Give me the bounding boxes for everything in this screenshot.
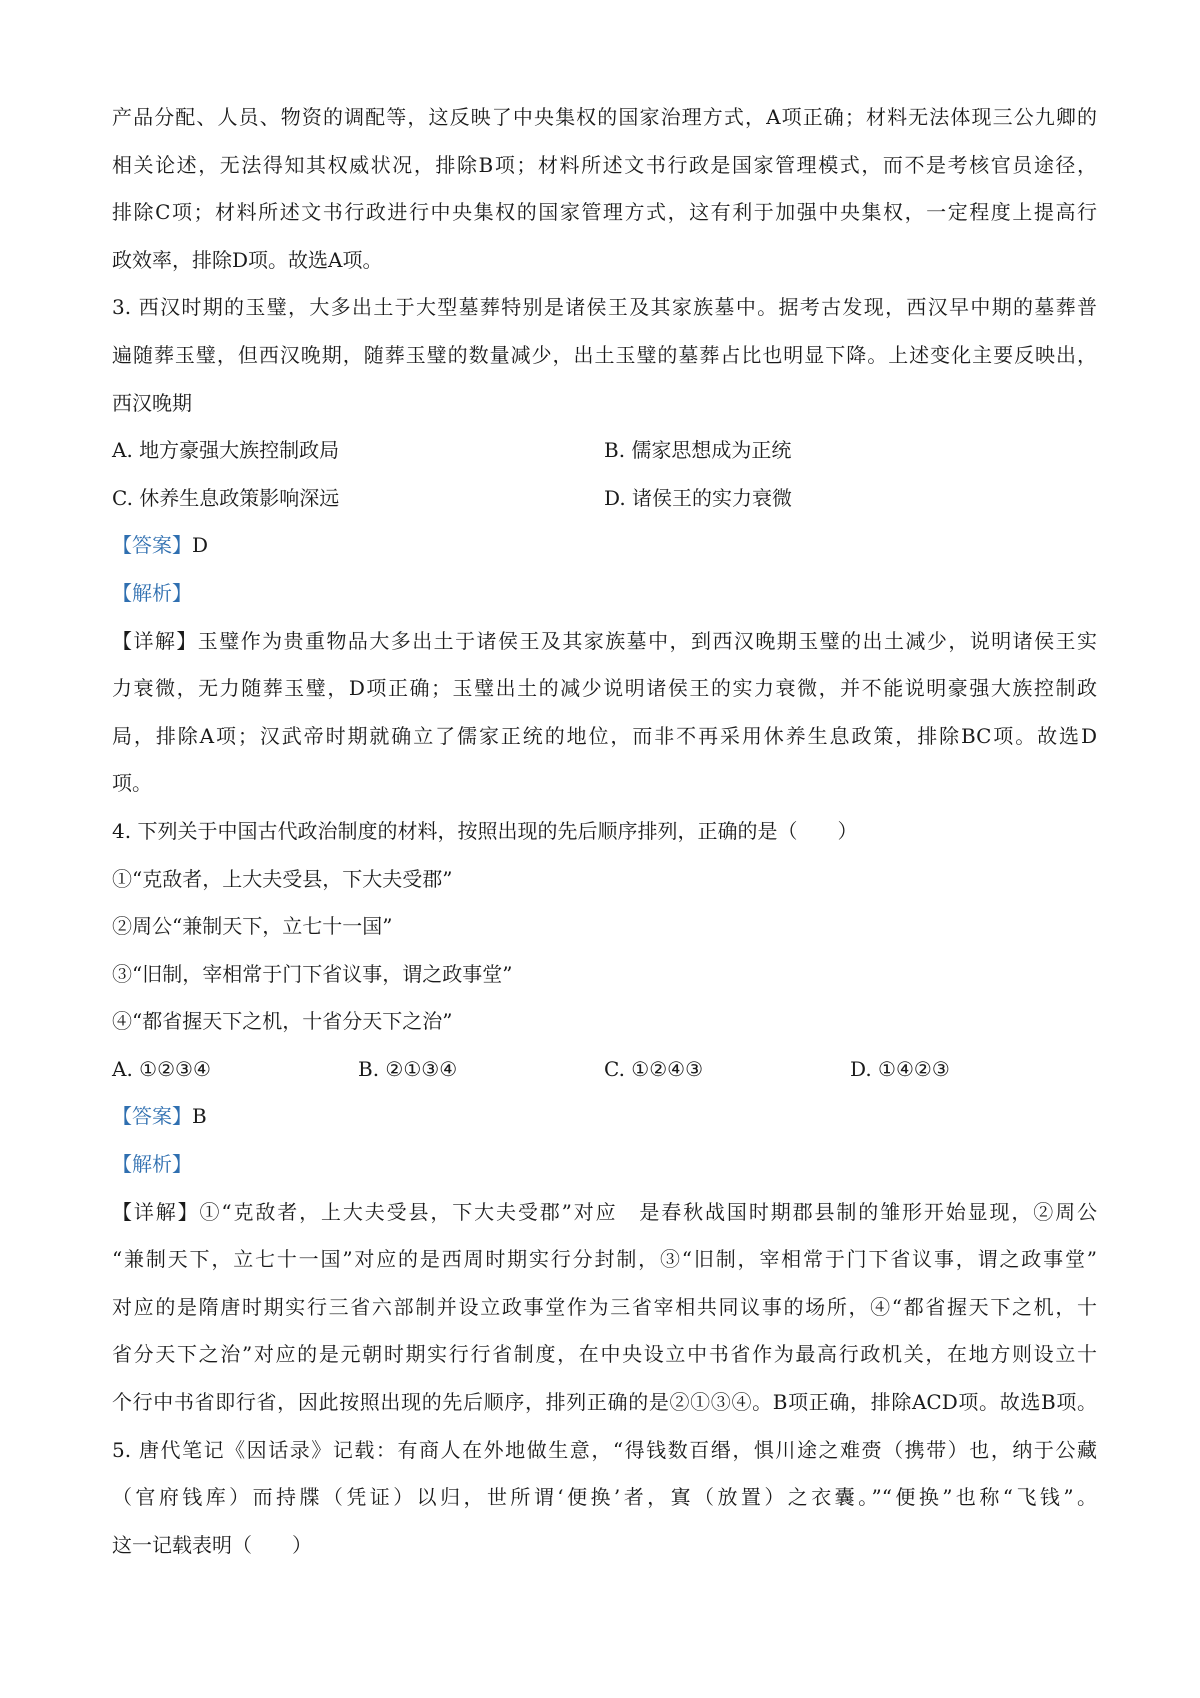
q4-material-2: ②周公“兼制天下，立七十一国”: [112, 914, 393, 939]
q3-answer: [112, 522, 1097, 570]
prev-explanation-line-3: 排除C项；材料所述文书行政进行中央集权的国家管理方式，这有利于加强中央集权，一定程度上提高行: [112, 200, 1097, 225]
q4-detail-line-2: “兼制天下，立七十一国”对应的是西周时期实行分封制，③“旧制，宰相常于门下省议事，谓之政事堂”: [112, 1247, 1097, 1272]
q5-stem-line-1: 5. 唐代笔记《因话录》记载：有商人在外地做生意，“得钱数百缗，惧川途之难赍（携带）也，纳于公藏: [112, 1437, 1097, 1462]
q3-answer-tag: 【答案】: [112, 533, 192, 558]
q4-material-4: ④“都省握天下之机，十省分天下之治”: [112, 1009, 453, 1034]
question-4: [112, 808, 1097, 1427]
q4-option-d: D. ①④②③: [850, 1056, 950, 1081]
q3-detail-line-4: 项。: [112, 771, 152, 796]
q3-options-row-2: [112, 475, 1097, 523]
q4-detail-line-1: [112, 1189, 1097, 1237]
q3-analysis: [112, 570, 1097, 618]
q4-detail-text-1: ①“克敌者，上大夫受县，下大夫受郡”对应 是春秋战国时期郡县制的雏形开始显现，②周公: [199, 1199, 1097, 1224]
q4-analysis: [112, 1141, 1097, 1189]
q3-stem-line-3: 西汉晚期: [112, 390, 192, 415]
q3-stem-line-1: 3. 西汉时期的玉璧，大多出土于大型墓葬特别是诸侯王及其家族墓中。据考古发现，西汉早中期的墓葬普: [112, 295, 1097, 320]
q3-answer-value: D: [192, 533, 209, 558]
q3-analysis-tag: 【解析】: [112, 580, 192, 605]
q4-stem: 4. 下列关于中国古代政治制度的材料，按照出现的先后顺序排列，正确的是（ ）: [112, 818, 858, 843]
prev-explanation-line-2: 相关论述，无法得知其权威状况，排除B项；材料所述文书行政是国家管理模式，而不是考核官员途径，: [112, 152, 1097, 177]
q4-detail-line-3: 对应的是隋唐时期实行三省六部制并设立政事堂作为三省宰相共同议事的场所，④“都省握天下之机，十: [112, 1294, 1097, 1319]
q4-detail-tag: 【详解】: [112, 1199, 200, 1224]
prev-explanation: [112, 94, 1097, 284]
prev-explanation-line-4: 政效率，排除D项。故选A项。: [112, 247, 383, 272]
q4-analysis-tag: 【解析】: [112, 1152, 192, 1177]
q5-stem-line-2: （官府钱库）而持牒（凭证）以归，世所谓‘便换’者，寘（放置）之衣囊。”“便换”也称“飞钱”。: [112, 1485, 1097, 1510]
q4-material-3: ③“旧制，宰相常于门下省议事，谓之政事堂”: [112, 961, 513, 986]
q4-answer: [112, 1093, 1097, 1141]
q4-option-a: A. ①②③④: [112, 1056, 211, 1081]
q3-detail-line-1: [112, 618, 1097, 666]
page-content: [112, 94, 1097, 1569]
q3-option-c: C. 休养生息政策影响深远: [112, 485, 340, 510]
q4-answer-tag: 【答案】: [112, 1104, 192, 1129]
q3-detail-line-3: 局，排除A项；汉武帝时期就确立了儒家正统的地位，而非不再采用休养生息政策，排除BC项。故选D: [112, 723, 1097, 748]
q3-option-d: D. 诸侯王的实力衰微: [604, 485, 793, 510]
question-5: [112, 1427, 1097, 1570]
q3-detail-tag: 【详解】: [112, 628, 198, 653]
q4-material-1: ①“克敌者，上大夫受县，下大夫受郡”: [112, 866, 453, 891]
q3-detail-line-2: 力衰微，无力随葬玉璧，D项正确；玉璧出土的减少说明诸侯王的实力衰微，并不能说明豪强大族控制政: [112, 676, 1097, 701]
q4-detail-line-5: 个行中书省即行省，因此按照出现的先后顺序，排列正确的是②①③④。B项正确，排除ACD项。故选B项。: [112, 1390, 1097, 1415]
q3-option-a: A. 地方豪强大族控制政局: [112, 438, 340, 463]
question-3: [112, 284, 1097, 808]
q3-option-b: B. 儒家思想成为正统: [604, 438, 792, 463]
q3-detail-text-1: 玉璧作为贵重物品大多出土于诸侯王及其家族墓中，到西汉晚期玉璧的出土减少，说明诸侯王实: [197, 628, 1097, 653]
q3-stem-line-2: 遍随葬玉璧，但西汉晚期，随葬玉璧的数量减少，出土玉璧的墓葬占比也明显下降。上述变化主要反映出，: [112, 342, 1097, 367]
q4-options-row: [112, 1046, 1097, 1094]
q4-detail-line-4: 省分天下之治”对应的是元朝时期实行行省制度，在中央设立中书省作为最高行政机关，在地方则设立十: [112, 1342, 1097, 1367]
q4-option-c: C. ①②④③: [604, 1056, 704, 1081]
q5-stem-line-3: 这一记载表明（ ）: [112, 1532, 312, 1557]
q4-option-b: B. ②①③④: [358, 1056, 458, 1081]
prev-explanation-line-1: 产品分配、人员、物资的调配等，这反映了中央集权的国家治理方式，A项正确；材料无法体现三公九卿的: [112, 105, 1097, 129]
q3-options-row-1: [112, 427, 1097, 475]
q4-answer-value: B: [192, 1104, 207, 1129]
